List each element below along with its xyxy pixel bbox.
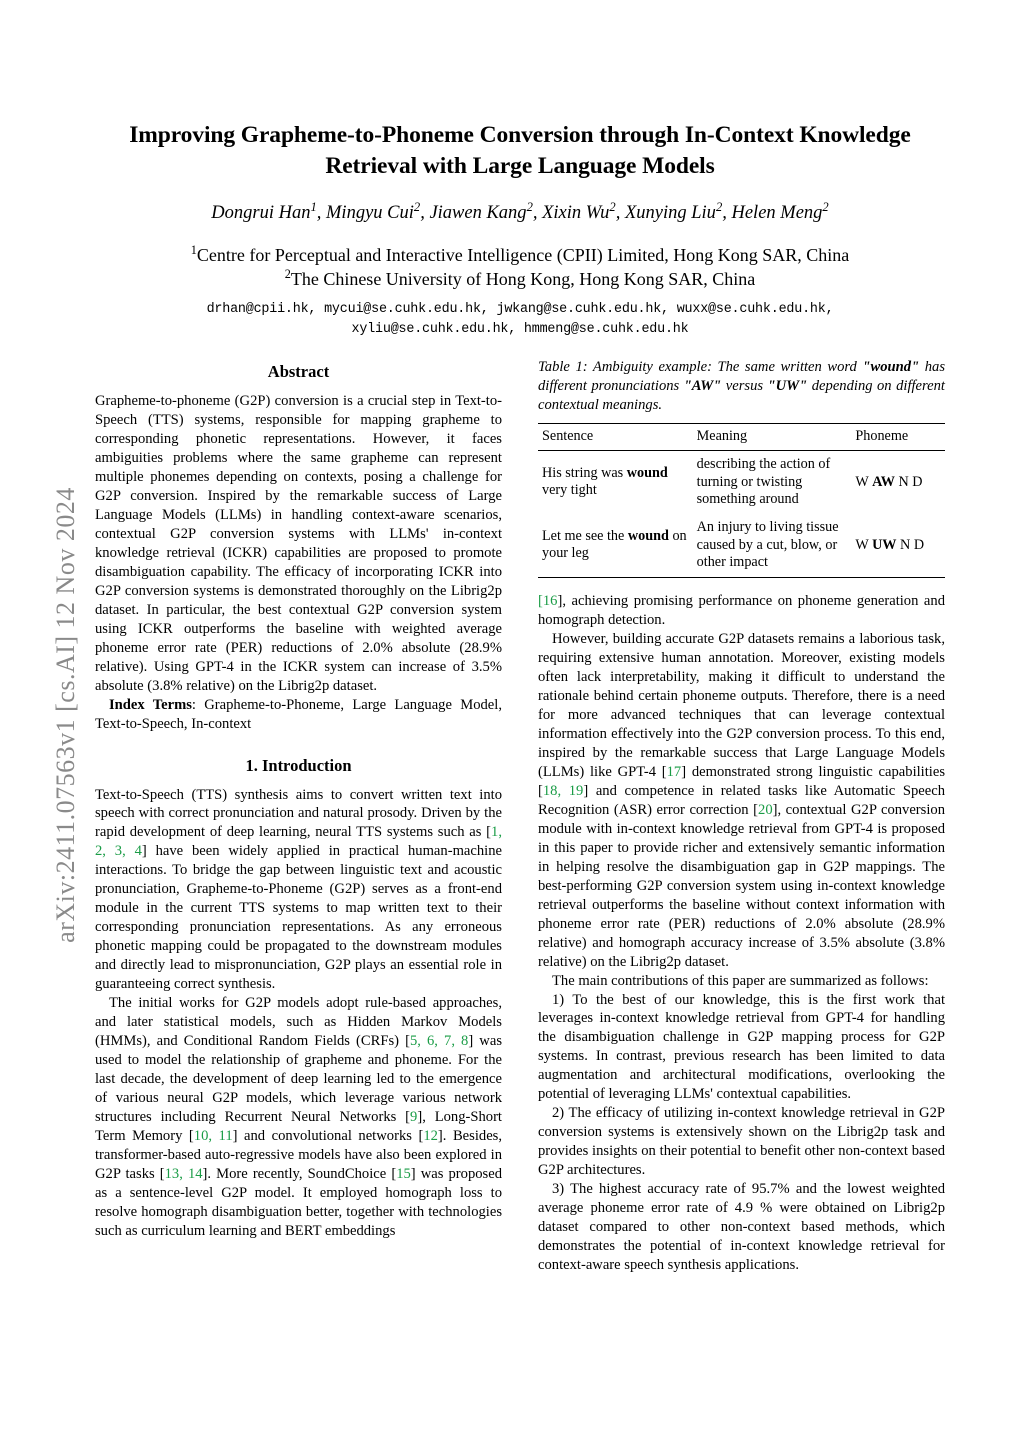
intro-p2-g: ]. More recently, SoundChoice [: [202, 1165, 397, 1182]
abstract-heading: Abstract: [267, 362, 330, 382]
phoneme-a: W: [855, 536, 873, 553]
citation-9[interactable]: 9: [410, 1108, 418, 1125]
table-1-caption-c: has different pronunciations: [538, 359, 945, 395]
citation-18-19[interactable]: 18, 19: [542, 782, 584, 799]
intro-paragraph-1: [95, 786, 502, 995]
emails-line-2: xyliu@se.cuhk.edu.hk, hmmeng@se.cuhk.edu.hk: [351, 321, 689, 337]
intro-p2-a: The initial works for G2P models adopt rule-based approaches, and later statistical models, such as Hidden Markov Models (HMMs), and Conditional Random Fields (CRFs) [: [95, 995, 502, 1050]
citation-13-14[interactable]: 13, 14: [164, 1165, 203, 1182]
intro-p2-f: ]. Besides, transformer-based auto-regressive models have also been explored in G2P tasks [: [95, 1127, 502, 1182]
contribution-1: 1) To the best of our knowledge, this is the first work that leverages in-context knowledge retrieval from GPT-4 for handling the disambiguation challenge in G2P mapping process for G2P systems. In contrast, previous research has been limited to data augmentation and architectural modifications, overlooking the potential of leveraging LLMs' contextual capabilities.: [538, 991, 945, 1103]
table-1-caption-word: "wound": [862, 359, 920, 376]
phoneme-b: N D: [896, 536, 925, 553]
intro-p1-a: Text-to-Speech (TTS) synthesis aims to convert written text into speech with correct pronunciation and natural prosody. Driven by the rapid development of deep learning, neural TTS systems such as [: [95, 786, 502, 841]
paper-content: [95, 120, 945, 1275]
table-1-caption-a: : Ambiguity example: The same written word: [582, 359, 863, 376]
two-column-body: [95, 358, 945, 1275]
citation-5-8[interactable]: 5, 6, 7, 8: [409, 1033, 469, 1050]
intro-paragraph-2: [95, 994, 502, 1241]
right-p1-c: ] and competence in related tasks like Automatic Speech Recognition (ASR) error correction [: [538, 782, 945, 818]
cell-sentence: [538, 451, 693, 514]
cell-sentence: [538, 514, 693, 577]
citation-1-4[interactable]: 1, 2, 3, 4: [95, 824, 502, 860]
author-list: Dongrui Han$^1$, Mingyu Cui$^2$, Jiawen Kang$^2$, Xixin Wu$^2$, Xunying Liu$^2$, Helen Meng$^2$: [211, 199, 829, 223]
cell-phoneme: [851, 514, 945, 577]
right-p0-text: ], achieving promising performance on phoneme generation and homograph detection.: [538, 593, 945, 629]
table-header-row: [538, 423, 945, 450]
page-title: Improving Grapheme-to-Phoneme Conversion through In-Context Knowledge Retrieval with Large Language Models: [129, 122, 911, 180]
table-1-caption-aw: "AW": [683, 378, 722, 395]
intro-p2-h: ] was proposed as a sentence-level G2P model. It employed homograph loss to resolve homograph disambiguation better, together with technologies such as curriculum learning and BERT embeddings: [95, 1165, 502, 1239]
table-1-caption-g: depending on different contextual meanings.: [538, 378, 945, 413]
right-p1-b: ] demonstrated strong linguistic capabilities [: [538, 763, 945, 799]
sentence-keyword: wound: [626, 464, 668, 481]
col-header-sentence: Sentence: [538, 423, 693, 450]
index-terms: [95, 696, 502, 734]
sentence-keyword: wound: [627, 527, 669, 544]
cell-meaning: An injury to living tissue caused by a cut, blow, or other impact: [693, 514, 852, 577]
left-column: [95, 358, 502, 1275]
arxiv-stamp: arXiv:2411.07563v1 [cs.AI] 12 Nov 2024: [51, 487, 80, 943]
index-terms-label: Index Terms: [109, 696, 192, 713]
citation-16[interactable]: [16: [538, 593, 558, 610]
table-row: [538, 514, 945, 577]
phoneme-b: N D: [894, 473, 923, 490]
section-heading-introduction: 1. Introduction: [245, 755, 352, 775]
right-p1-d: ], contextual G2P conversion module with in-context knowledge retrieval from GPT-4 is proposed in this paper to provide richer and extensively semantic information in helping resolve the disambiguation gap in G2P mappings. The best-performing G2P conversion system using in-context knowledge retrieval outperforms the baseline without context information with phoneme error rate (PER) reductions of 2.0% absolute (28.9% relative) and homograph accuracy increase of 3.5% absolute (3.8% relative) on the Librig2p dataset.: [538, 801, 945, 970]
citation-20[interactable]: 20: [758, 801, 773, 818]
phoneme-stress: UW: [872, 536, 897, 553]
citation-17[interactable]: 17: [666, 763, 682, 780]
right-paragraph-1: [538, 630, 945, 971]
col-header-phoneme: Phoneme: [851, 423, 945, 450]
index-terms-text: : Grapheme-to-Phoneme, Large Language Model, Text-to-Speech, In-context: [95, 696, 502, 732]
intro-p2-d: ], Long-Short Term Memory [: [95, 1108, 502, 1144]
sentence-b: on your leg: [542, 527, 687, 562]
cell-phoneme: [851, 451, 945, 514]
right-column: [538, 358, 945, 1275]
citation-16-number: 16: [542, 593, 558, 610]
cell-meaning: describing the action of turning or twisting something around: [696, 456, 831, 507]
citation-15[interactable]: 15: [396, 1165, 411, 1182]
intro-p2-b: ] was used to model the relationship of grapheme and phoneme. For the last decade, the development of deep learning led to the emergence of various neural G2P models, which leverage various network structures including Recurrent Neural Networks [: [95, 1033, 502, 1125]
ambiguity-table: [538, 423, 945, 578]
table-row: [538, 451, 945, 514]
contribution-3: 3) The highest accuracy rate of 95.7% and the lowest weighted average phoneme error rate of 4.9 % were obtained on Librig2p dataset compared to other non-context based methods, which demonstrates the potential of in-context knowledge retrieval for context-aware speech synthesis applications.: [538, 1181, 945, 1274]
table-1-caption-e: versus: [721, 378, 768, 395]
author-emails: [95, 300, 945, 340]
sentence-b: very tight: [542, 482, 597, 499]
col-header-meaning: Meaning: [693, 423, 852, 450]
table-1-block: [538, 358, 945, 578]
emails-line-1: drhan@cpii.hk, mycui@se.cuhk.edu.hk, jwkang@se.cuhk.edu.hk, wuxx@se.cuhk.edu.hk,: [206, 301, 834, 317]
right-paragraph-0: [538, 592, 945, 630]
table-1-label: Table 1: [538, 359, 583, 376]
intro-p2-e: ] and convolutional networks [: [232, 1127, 424, 1144]
phoneme-a: W: [855, 473, 873, 490]
right-paragraph-2: The main contributions of this paper are summarized as follows:: [552, 972, 929, 989]
table-1-caption-uw: "UW": [767, 378, 808, 395]
affiliations: $^1$Centre for Perceptual and Interactive Intelligence (CPII) Limited, Hong Kong SAR, China $^2$The Chinese University of Hong Kong, Hong Kong SAR, China: [190, 242, 850, 289]
table-1-caption: [538, 358, 945, 415]
citation-10-11[interactable]: 10, 11: [193, 1127, 233, 1144]
sentence-a: Let me see the: [542, 527, 628, 544]
phoneme-stress: AW: [872, 473, 895, 490]
intro-p1-b: ] have been widely applied in practical human-machine interactions. To bridge the gap between linguistic text and acoustic pronunciation, Grapheme-to-Phoneme (G2P) serves as a front-end module in the current TTS systems to map written text to their corresponding pronunciation representations. As any erroneous phonetic mapping could be propagated to the downstream modules and directly lead to mispronunciation, G2P plays an essential role in guaranteeing correct synthesis.: [95, 843, 502, 993]
contribution-2: 2) The efficacy of utilizing in-context knowledge retrieval in G2P conversion systems is extensively shown on the Librig2p task and provides insights on their potential to benefit other non-context based G2P architectures.: [538, 1105, 945, 1179]
citation-12[interactable]: 12: [423, 1127, 438, 1144]
sentence-a: His string was: [542, 464, 627, 481]
right-p1-a: However, building accurate G2P datasets remains a laborious task, requiring extensive human annotation. Moreover, existing models often lack interpretability, making it difficult to understand the rationale behind certain phoneme outputs. Therefore, there is a need for more advanced techniques that can leverage contextual information effectively into the G2P conversion process. To this end, inspired by the remarkable success that Large Language Models (LLMs) like GPT-4 [: [538, 631, 945, 780]
abstract-text: Grapheme-to-phoneme (G2P) conversion is a crucial step in Text-to-Speech (TTS) systems, responsible for mapping grapheme to corresponding phonetic representations. However, it faces ambiguities problems where the same grapheme can represent multiple phonemes depending on contexts, posing a challenge for G2P conversion. Inspired by the remarkable success of Large Language Models (LLMs) in handling context-aware scenarios, contextual G2P conversion systems with LLMs' in-context knowledge retrieval (ICKR) capabilities are proposed to promote disambiguation capability. The efficacy of incorporating ICKR into G2P conversion systems is demonstrated thoroughly on the Librig2p dataset. In particular, the best contextual G2P conversion system using ICKR outperforms the baseline with weighted average phoneme error rate (PER) reductions of 2.0% absolute (28.9% relative). Using GPT-4 in the ICKR system can increase of 3.5% absolute (3.8% relative) on the Librig2p dataset.: [95, 393, 502, 694]
